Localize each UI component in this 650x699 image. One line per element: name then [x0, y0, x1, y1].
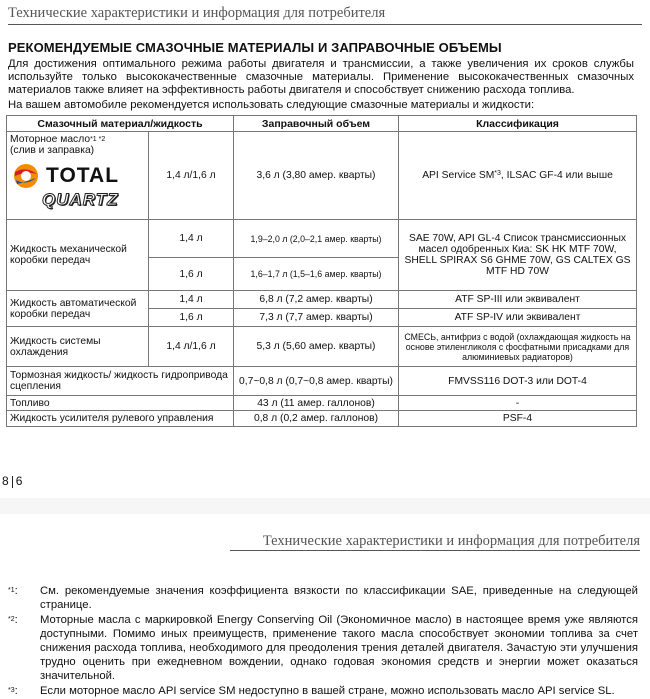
footnote-3-mark: $^{*3}$:: [8, 685, 18, 697]
engine-oil-cell: [7, 132, 149, 220]
footnote-2-mark: $^{*2}$:: [8, 614, 18, 626]
col-header-class: Классификация: [399, 116, 637, 132]
steering-volume: 0,8 л (0,2 амер. галлонов): [234, 411, 399, 427]
engine-oil-engine: 1,4 л/1,6 л: [149, 132, 234, 220]
manual-engine-2: 1,6 л: [149, 258, 234, 291]
steering-class: PSF-4: [399, 411, 637, 427]
coolant-volume: 5,3 л (5,60 амер. кварты): [234, 327, 399, 367]
engine-oil-class-mark: *3: [494, 170, 501, 177]
engine-oil-note: (слив и заправка): [10, 145, 95, 156]
brake-class: FMVSS116 DOT-3 или DOT-4: [399, 367, 637, 396]
page-header: [8, 2, 642, 25]
automatic-volume-2: 7,3 л (7,7 амер. кварты): [234, 309, 399, 327]
table-row-engine-oil: [7, 132, 637, 220]
manual-volume-2: 1,6–1,7 л (1,5–1,6 амер. кварты): [234, 258, 399, 291]
engine-oil-class-rest: , ILSAC GF-4 или выше: [500, 170, 613, 181]
brake-volume: 0,7~0,8 л (0,7~0,8 амер. кварты): [234, 367, 399, 396]
table-row-brake: [7, 367, 637, 396]
automatic-name: Жидкость автоматической коробки передач: [7, 291, 149, 327]
manual-engine-1: 1,4 л: [149, 220, 234, 258]
engine-oil-class: [399, 132, 637, 220]
fuel-volume: 43 л (11 амер. галлонов): [234, 396, 399, 411]
footnote-1-text: См. рекомендуемые значения коэффициента вязкости по классификации SAE, приведенные на следующей странице.: [40, 585, 638, 611]
total-logo-icon: [12, 162, 40, 190]
col-header-fluid: Смазочный материал/жидкость: [7, 116, 234, 132]
footnotes: [8, 584, 638, 699]
automatic-class-2: ATF SP-IV или эквивалент: [399, 309, 637, 327]
total-logo-word: TOTAL: [46, 164, 120, 187]
footnote-2: [8, 613, 638, 683]
col-header-volume: Заправочный объем: [234, 116, 399, 132]
table-row-automatic: [7, 291, 637, 309]
brake-name: Тормозная жидкость/ жидкость гидропривода сцепления: [7, 367, 234, 396]
page-break: [0, 498, 650, 514]
coolant-engine: 1,4 л/1,6 л: [149, 327, 234, 367]
manual-name: Жидкость механической коробки передач: [7, 220, 149, 291]
engine-oil-volume: 3,6 л (3,80 амер. кварты): [234, 132, 399, 220]
footnote-2-text: Моторные масла с маркировкой Energy Conserving Oil (Экономичное масло) в настоящее время уже являются доступными. Помимо иных преимуществ, применение такого масла способствует экономии топлива за счет снижения расхода топлива, необходимого для преодоления трения деталей двигателя. Зачастую эти улучшения трудно оценить при ежедневном вождении, однако годовая экономия средств и энергии может оказаться значительной.: [40, 614, 638, 682]
table-row-manual: [7, 220, 637, 258]
automatic-class-1: ATF SP-III или эквивалент: [399, 291, 637, 309]
steering-name: Жидкость усилителя рулевого управления: [7, 411, 234, 427]
coolant-class: СМЕСЬ, антифриз с водой (охлаждающая жидкость на основе этиленгликоля с фосфатными присадками для алюминиевых радиаторов): [399, 327, 637, 367]
footnote-1: [8, 584, 638, 612]
table-row-fuel: [7, 396, 637, 411]
manual-volume-1: 1,9–2,0 л (2,0–2,1 амер. кварты): [234, 220, 399, 258]
engine-oil-name: Моторное масло: [10, 134, 91, 145]
footnote-3: [8, 684, 638, 698]
lubricants-table: [6, 115, 637, 427]
intro-paragraph: Для достижения оптимального режима работы двигателя и трансмиссии, а также увеличения их сроков службы используйте только высококачественные смазочные материалы. Применение высококачественных смазочных материалов также влияет на эффективность работы двигателя и способствует снижению расхода топлива.: [8, 58, 634, 97]
coolant-name: Жидкость системы охлаждения: [7, 327, 149, 367]
footnote-3-text: Если моторное масло API service SM недоступно в вашей стране, можно использовать масло API service SL.: [40, 685, 615, 697]
quartz-logo-word: QUARTZ: [42, 190, 119, 209]
page-header-title: Технические характеристики и информация для потребителя: [8, 5, 386, 21]
page-header-2-title: Технические характеристики и информация для потребителя: [262, 533, 640, 549]
fuel-class: -: [399, 396, 637, 411]
table-row-coolant: [7, 327, 637, 367]
page-number: [2, 474, 22, 488]
lead-sentence: На вашем автомобиле рекомендуется использовать следующие смазочные материалы и жидкости:: [8, 99, 535, 111]
table-header-row: [7, 116, 637, 132]
table-row-steering: [7, 411, 637, 427]
manual-class: SAE 70W, API GL-4 Список трансмиссионных масел одобренных Киа: SK HK MTF 70W, SHELL SPIRAX S6 GHME 70W, GS CALTEX GS MTF HD 70W: [399, 220, 637, 291]
page-number-value: 6: [15, 474, 23, 488]
automatic-engine-2: 1,6 л: [149, 309, 234, 327]
page-header-2: [230, 532, 640, 551]
automatic-engine-1: 1,4 л: [149, 291, 234, 309]
engine-oil-marks: *1 *2: [90, 136, 106, 143]
fuel-name: Топливо: [7, 396, 234, 411]
page-number-divider: [12, 476, 13, 488]
total-logo: [12, 162, 145, 190]
engine-oil-class-main: API Service SM: [422, 170, 495, 181]
section-heading: РЕКОМЕНДУЕМЫЕ СМАЗОЧНЫЕ МАТЕРИАЛЫ И ЗАПРАВОЧНЫЕ ОБЪЕМЫ: [8, 40, 502, 55]
automatic-volume-1: 6,8 л (7,2 амер. кварты): [234, 291, 399, 309]
section-number: 8: [2, 474, 9, 488]
footnote-1-mark: $^{*1}$:: [8, 585, 18, 597]
